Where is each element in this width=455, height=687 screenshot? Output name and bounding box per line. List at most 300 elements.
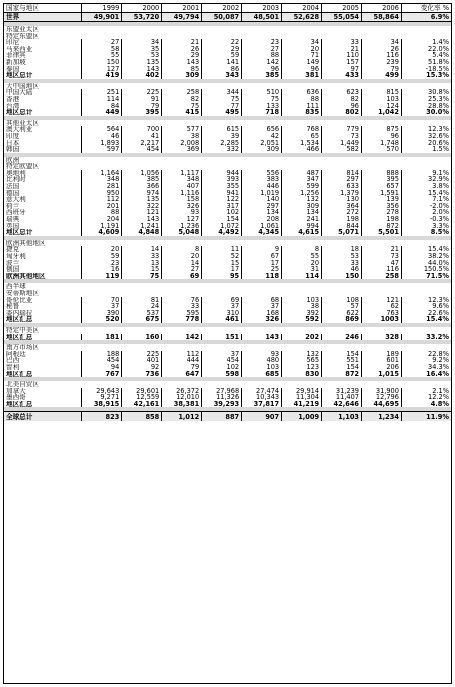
value-cell: 383 [242, 176, 282, 183]
value-cell: 39 [202, 133, 242, 140]
value-cell: 77 [202, 103, 242, 110]
change-cell: 22.0% [401, 46, 451, 53]
value-cell: 281 [82, 183, 122, 190]
value-cell: 29 [162, 52, 202, 59]
value-cell: 12,796 [362, 394, 402, 401]
table-row [4, 357, 451, 364]
value-cell: 75 [162, 103, 202, 110]
change-cell: 3.8% [401, 183, 451, 190]
value-cell: 181 [82, 334, 122, 341]
value-cell: 143 [242, 334, 282, 341]
value-cell: 112 [82, 196, 122, 203]
value-cell: 97 [322, 66, 362, 73]
value-cell: 20 [282, 46, 322, 53]
value-cell: 52,628 [282, 13, 322, 22]
value-cell: 449 [82, 109, 122, 116]
value-cell: 272 [322, 209, 362, 216]
table-row [4, 89, 451, 96]
value-cell: 27,474 [242, 388, 282, 395]
subtotal-row [4, 334, 451, 341]
value-cell: 1,241 [122, 223, 162, 230]
row-label: 地区汇总 [6, 333, 33, 341]
value-cell: 570 [362, 146, 402, 153]
row-label: 日本 [6, 139, 20, 147]
value-cell: 4,492 [202, 229, 242, 236]
value-cell: 76 [162, 297, 202, 304]
section-title-row [4, 26, 451, 33]
value-cell: 499 [362, 72, 402, 79]
value-cell: 135 [122, 59, 162, 66]
value-cell: 140 [242, 196, 282, 203]
table-row [4, 223, 451, 230]
value-cell: 309 [162, 72, 202, 79]
section-title: 西半球 [6, 283, 26, 290]
value-cell: 577 [162, 126, 202, 133]
row-label: 地区总计 [6, 72, 33, 79]
value-cell: 564 [82, 126, 122, 133]
value-cell: 158 [162, 196, 202, 203]
value-cell: 143 [122, 216, 162, 223]
value-cell: 1,748 [362, 140, 402, 147]
value-cell: 111 [282, 103, 322, 110]
value-cell: 310 [202, 310, 242, 317]
value-cell: 395 [122, 109, 162, 116]
change-cell: 12.3% [401, 126, 451, 133]
value-cell: 67 [242, 253, 282, 260]
value-cell: 830 [282, 371, 322, 378]
value-cell: 950 [82, 190, 122, 197]
value-cell: 10,343 [242, 394, 282, 401]
year-header: 1999 [82, 4, 122, 13]
value-cell: 29,914 [282, 388, 322, 395]
value-cell: 835 [282, 109, 322, 116]
value-cell: 582 [322, 146, 362, 153]
change-header: 变化率 % [401, 4, 451, 13]
value-cell: 59 [82, 253, 122, 260]
year-header: 2001 [162, 4, 202, 13]
section-title-row [4, 120, 451, 127]
change-cell: 32.9% [401, 176, 451, 183]
year-header: 2000 [122, 4, 162, 13]
value-cell: 34 [362, 39, 402, 46]
row-label: 墨西哥 [6, 394, 26, 401]
value-cell: 454 [202, 357, 242, 364]
value-cell: 622 [322, 310, 362, 317]
row-label: 西班牙 [6, 209, 26, 217]
value-cell: 599 [282, 183, 322, 190]
table-row [4, 146, 451, 153]
value-cell: 41 [122, 133, 162, 140]
row-label: 印度 [6, 132, 20, 140]
value-cell: 96 [282, 66, 322, 73]
value-cell: 160 [122, 334, 162, 341]
value-cell: 88 [82, 209, 122, 216]
value-cell: 65 [282, 133, 322, 140]
change-cell: 15.4% [401, 246, 451, 253]
year-header: 2005 [322, 4, 362, 13]
value-cell: 1,236 [162, 223, 202, 230]
value-cell: 675 [122, 316, 162, 323]
section-title-row [4, 157, 451, 164]
value-cell: 150 [322, 273, 362, 280]
row-label: 比利时 [6, 176, 26, 184]
value-cell: 132 [282, 196, 322, 203]
value-cell: 1,449 [322, 140, 362, 147]
change-cell: 11.9% [401, 412, 451, 422]
change-cell: 71.5% [401, 273, 451, 280]
value-cell: 1,015 [362, 371, 402, 378]
value-cell: 69 [162, 273, 202, 280]
value-cell: 2,051 [242, 140, 282, 147]
value-cell: 20 [282, 260, 322, 267]
value-cell: 15 [202, 260, 242, 267]
value-cell: 42,646 [322, 401, 362, 408]
row-label: 加拿大 [6, 387, 26, 395]
value-cell: 5,048 [162, 229, 202, 236]
table-row [4, 209, 451, 216]
change-cell: -2.0% [401, 203, 451, 210]
value-cell: 49,794 [162, 13, 202, 22]
row-label: 全球总计 [4, 412, 82, 422]
row-label: 世界 [4, 13, 82, 22]
value-cell: 4,609 [82, 229, 122, 236]
header-row [4, 4, 451, 13]
value-cell: 37 [82, 303, 122, 310]
value-cell: 402 [122, 72, 162, 79]
row-label: 澳大利亚 [6, 126, 33, 133]
section-title: 特定欧盟区 [6, 163, 39, 170]
row-label: 奥地利 [6, 169, 26, 177]
value-cell: 454 [82, 357, 122, 364]
value-cell: 93 [242, 351, 282, 358]
value-cell: 31,239 [322, 388, 362, 395]
subtotal-row [4, 229, 451, 236]
value-cell: 34 [122, 39, 162, 46]
change-cell: 51.8% [401, 59, 451, 66]
value-cell: 994 [282, 223, 322, 230]
section-title: 特定中美区 [6, 326, 39, 334]
table-row [4, 59, 451, 66]
value-cell: 2,285 [202, 140, 242, 147]
value-cell: 1,191 [82, 223, 122, 230]
value-cell: 103 [362, 96, 402, 103]
export-table [4, 4, 451, 421]
data-table-sheet [3, 3, 452, 684]
value-cell: 154 [322, 351, 362, 358]
value-cell: 537 [122, 310, 162, 317]
change-cell: 150.5% [401, 266, 451, 273]
table-row [4, 66, 451, 73]
value-cell: 1,234 [362, 412, 402, 422]
value-cell: 623 [322, 89, 362, 96]
change-cell: 20.6% [401, 140, 451, 147]
value-cell: 75 [202, 96, 242, 103]
value-cell: 42,161 [122, 401, 162, 408]
value-cell: 35 [122, 46, 162, 53]
row-label: 菲律宾 [6, 52, 26, 59]
change-cell: 44.0% [401, 260, 451, 267]
table-row [4, 133, 451, 140]
change-cell: 4.8% [401, 401, 451, 408]
table-row [4, 351, 451, 358]
value-cell: 79 [362, 66, 402, 73]
value-cell: 21 [362, 246, 402, 253]
change-cell: 1.5% [401, 146, 451, 153]
row-label: 地区汇总 [6, 316, 33, 323]
row-label: 意大利 [6, 196, 26, 203]
value-cell: 26,372 [162, 388, 202, 395]
section-title: 欧洲其他地区 [6, 239, 46, 247]
table-body [4, 4, 451, 421]
value-cell: 21 [322, 46, 362, 53]
change-cell: 33.2% [401, 334, 451, 341]
change-cell: 2.0% [401, 209, 451, 216]
value-cell: 75 [122, 273, 162, 280]
row-label: 瑞典 [6, 216, 20, 223]
value-cell: 11,326 [202, 394, 242, 401]
section-title-row [4, 240, 451, 247]
value-cell: 8 [162, 246, 202, 253]
section-title: 东盟亚太区 [6, 26, 39, 33]
value-cell: 4,848 [122, 229, 162, 236]
value-cell: 26 [362, 46, 402, 53]
value-cell: 348 [82, 176, 122, 183]
value-cell: 495 [202, 109, 242, 116]
value-cell: 565 [282, 357, 322, 364]
value-cell: 29,643 [82, 388, 122, 395]
value-cell: 8 [282, 246, 322, 253]
value-cell: 85 [162, 66, 202, 73]
change-cell: 12.3% [401, 297, 451, 304]
table-row [4, 388, 451, 395]
value-cell: 75 [242, 96, 282, 103]
value-cell: 116 [362, 52, 402, 59]
year-header: 2002 [202, 4, 242, 13]
value-cell: 4,345 [242, 229, 282, 236]
value-cell: 9,271 [82, 394, 122, 401]
value-cell: 20 [82, 246, 122, 253]
value-cell: 364 [322, 203, 362, 210]
value-cell: 20 [162, 253, 202, 260]
value-cell: 763 [362, 310, 402, 317]
value-cell: 73 [322, 133, 362, 140]
table-row [4, 297, 451, 304]
section-title-row [4, 290, 451, 297]
table-row [4, 216, 451, 223]
value-cell: 21 [162, 39, 202, 46]
value-cell: 141 [202, 59, 242, 66]
value-cell: 202 [282, 334, 322, 341]
section-title: 其他亚太区 [6, 119, 39, 127]
row-label: 英国 [6, 222, 20, 230]
value-cell: 102 [202, 364, 242, 371]
value-cell: 27 [162, 266, 202, 273]
value-cell: 37,817 [242, 401, 282, 408]
row-label: 波兰 [6, 259, 20, 267]
value-cell: 326 [242, 316, 282, 323]
value-cell: 1,103 [322, 412, 362, 422]
value-cell: 355 [202, 183, 242, 190]
value-cell: 103 [242, 364, 282, 371]
value-cell: 1,116 [162, 190, 202, 197]
table-row [4, 176, 451, 183]
value-cell: 130 [322, 196, 362, 203]
value-cell: 143 [122, 66, 162, 73]
value-cell: 123 [282, 364, 322, 371]
value-cell: 844 [322, 223, 362, 230]
value-cell: 134 [282, 209, 322, 216]
value-cell: 317 [202, 203, 242, 210]
value-cell: 700 [122, 126, 162, 133]
value-cell: 95 [202, 273, 242, 280]
value-cell: 595 [162, 310, 202, 317]
value-cell: 887 [202, 412, 242, 422]
value-cell: 96 [242, 66, 282, 73]
section-title: 南方市场区 [6, 344, 39, 351]
value-cell: 41,219 [282, 401, 322, 408]
change-cell: 3.3% [401, 223, 451, 230]
value-cell: 91 [122, 96, 162, 103]
change-cell: 6.9% [401, 13, 451, 22]
value-cell: 347 [282, 176, 322, 183]
value-cell: 46 [82, 133, 122, 140]
value-cell: 246 [322, 334, 362, 341]
value-cell: 4,615 [282, 229, 322, 236]
change-cell: 38.2% [401, 253, 451, 260]
value-cell: 31 [282, 266, 322, 273]
value-cell: 1,534 [282, 140, 322, 147]
value-cell: 46 [322, 266, 362, 273]
value-cell: 407 [162, 183, 202, 190]
value-cell: 461 [202, 316, 242, 323]
value-cell: 385 [242, 72, 282, 79]
value-cell: 48,501 [242, 13, 282, 22]
value-cell: 157 [322, 59, 362, 66]
value-cell: 38 [162, 133, 202, 140]
value-cell: 5,071 [322, 229, 362, 236]
value-cell: 14 [162, 260, 202, 267]
row-label: 哥伦比亚 [6, 296, 33, 304]
value-cell: 356 [362, 203, 402, 210]
value-cell: 5,501 [362, 229, 402, 236]
table-row [4, 170, 451, 177]
value-cell: 108 [322, 297, 362, 304]
value-cell: 38 [282, 303, 322, 310]
value-cell: 58,864 [362, 13, 402, 22]
change-cell: 25.3% [401, 96, 451, 103]
table-row [4, 246, 451, 253]
change-cell: -0.3% [401, 216, 451, 223]
value-cell: 1003 [362, 316, 402, 323]
value-cell: 872 [362, 223, 402, 230]
section-title: 安蒂斯地区 [6, 289, 39, 297]
value-cell: 142 [242, 59, 282, 66]
value-cell: 393 [202, 176, 242, 183]
row-label: 巴西 [6, 357, 20, 364]
change-cell: 9.6% [401, 303, 451, 310]
row-label: 中国大陆 [6, 89, 33, 96]
row-label: 智利 [6, 363, 20, 371]
value-cell: 37 [202, 351, 242, 358]
value-cell: 1,379 [322, 190, 362, 197]
value-cell: 348 [162, 176, 202, 183]
value-cell: 381 [282, 72, 322, 79]
value-cell: 551 [322, 357, 362, 364]
value-cell: 636 [282, 89, 322, 96]
row-label: 地区汇总 [6, 400, 33, 408]
value-cell: 297 [242, 203, 282, 210]
value-cell: 778 [162, 316, 202, 323]
value-cell: 633 [322, 183, 362, 190]
value-cell: 82 [322, 96, 362, 103]
change-cell: 30.0% [401, 109, 451, 116]
value-cell: 685 [242, 371, 282, 378]
value-cell: 29,601 [122, 388, 162, 395]
value-cell: 322 [122, 203, 162, 210]
subtotal-row [4, 316, 451, 323]
value-cell: 332 [202, 146, 242, 153]
value-cell: 69 [202, 297, 242, 304]
value-cell: 47 [362, 260, 402, 267]
subtotal-row [4, 401, 451, 408]
value-cell: 401 [122, 357, 162, 364]
change-cell: 8.5% [401, 229, 451, 236]
value-cell: 225 [122, 89, 162, 96]
table-row [4, 266, 451, 273]
row-label: 泰国 [6, 65, 20, 73]
change-cell: 15.4% [401, 190, 451, 197]
value-cell: 81 [122, 297, 162, 304]
value-cell: 96 [322, 103, 362, 110]
value-cell: 23 [242, 39, 282, 46]
value-cell: 58 [82, 46, 122, 53]
value-cell: 390 [82, 310, 122, 317]
value-cell: 88 [282, 96, 322, 103]
value-cell: 647 [162, 371, 202, 378]
value-cell: 9 [242, 246, 282, 253]
value-cell: 328 [362, 334, 402, 341]
value-cell: 13 [122, 260, 162, 267]
value-cell: 204 [82, 216, 122, 223]
value-cell: 33 [322, 260, 362, 267]
table-row [4, 96, 451, 103]
value-cell: 201 [82, 203, 122, 210]
value-cell: 326 [162, 203, 202, 210]
value-cell: 395 [362, 176, 402, 183]
change-cell: 9.1% [401, 170, 451, 177]
table-row [4, 303, 451, 310]
row-label: 阿根廷 [6, 350, 26, 358]
value-cell: 73 [362, 253, 402, 260]
value-cell: 143 [162, 59, 202, 66]
value-cell: 208 [242, 216, 282, 223]
value-cell: 767 [82, 371, 122, 378]
value-cell: 23 [82, 260, 122, 267]
table-row [4, 52, 451, 59]
value-cell: 134 [242, 209, 282, 216]
grand-total-row [4, 412, 451, 422]
value-cell: 385 [122, 176, 162, 183]
change-cell: 5.4% [401, 52, 451, 59]
table-row [4, 103, 451, 110]
value-cell: 88 [242, 52, 282, 59]
value-cell: 657 [362, 183, 402, 190]
value-cell: 139 [362, 196, 402, 203]
value-cell: 118 [242, 273, 282, 280]
year-header: 2003 [242, 4, 282, 13]
value-cell: 17 [242, 260, 282, 267]
value-cell: 103 [282, 297, 322, 304]
